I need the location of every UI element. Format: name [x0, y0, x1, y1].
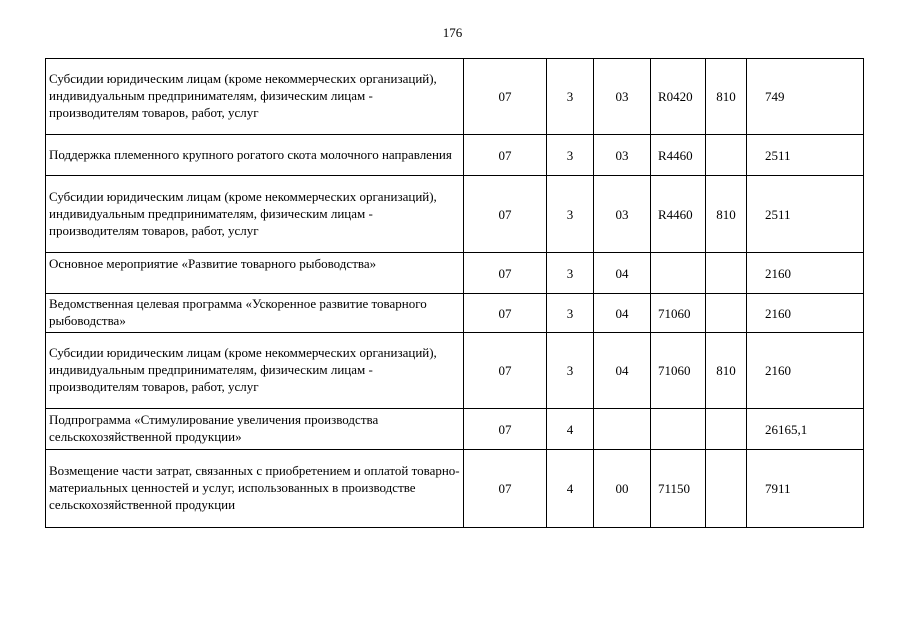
expense-type-code	[706, 253, 747, 294]
article-code: 71060	[651, 333, 706, 409]
sum-value: 2511	[747, 135, 864, 176]
program-code: 03	[594, 135, 651, 176]
program-code: 04	[594, 333, 651, 409]
section-code: 07	[464, 59, 547, 135]
row-name: Поддержка племенного крупного рогатого скота молочного направления	[46, 135, 464, 176]
row-name: Основное мероприятие «Развитие товарного рыбоводства»	[46, 253, 464, 294]
expense-type-code: 810	[706, 59, 747, 135]
page-number: 176	[442, 25, 463, 40]
expense-type-code: 810	[706, 333, 747, 409]
section-code: 07	[464, 176, 547, 253]
sum-value: 2160	[747, 294, 864, 333]
sum-value: 2160	[747, 253, 864, 294]
row-name: Субсидии юридическим лицам (кроме некоммерческих организаций), индивидуальным предпринимателям, физическим лицам - производителям товаров, работ, услуг	[46, 176, 464, 253]
table-row	[46, 135, 864, 176]
expense-type-code: 810	[706, 176, 747, 253]
sum-value: 26165,1	[747, 409, 864, 450]
expense-type-code	[706, 294, 747, 333]
article-code: R4460	[651, 176, 706, 253]
table-row	[46, 450, 864, 528]
table-row	[46, 409, 864, 450]
program-code: 04	[594, 294, 651, 333]
program-code	[594, 409, 651, 450]
sum-value: 2160	[747, 333, 864, 409]
row-name: Субсидии юридическим лицам (кроме некоммерческих организаций), индивидуальным предпринимателям, физическим лицам - производителям товаров, работ, услуг	[46, 333, 464, 409]
article-code: R0420	[651, 59, 706, 135]
row-name: Ведомственная целевая программа «Ускоренное развитие товарного рыбоводства»	[46, 294, 464, 333]
subsection-code: 3	[547, 176, 594, 253]
subsection-code: 3	[547, 294, 594, 333]
subsection-code: 3	[547, 253, 594, 294]
subsection-code: 3	[547, 333, 594, 409]
sum-value: 7911	[747, 450, 864, 528]
program-code: 00	[594, 450, 651, 528]
subsection-code: 4	[547, 450, 594, 528]
section-code: 07	[464, 253, 547, 294]
section-code: 07	[464, 450, 547, 528]
budget-table	[45, 58, 864, 528]
table-row	[46, 176, 864, 253]
section-code: 07	[464, 409, 547, 450]
table-row	[46, 253, 864, 294]
row-name: Субсидии юридическим лицам (кроме некоммерческих организаций), индивидуальным предпринимателям, физическим лицам - производителям товаров, работ, услуг	[46, 59, 464, 135]
expense-type-code	[706, 409, 747, 450]
expense-type-code	[706, 450, 747, 528]
row-name: Возмещение части затрат, связанных с приобретением и оплатой товарно-материальных ценностей и услуг, использованных в производстве сельскохозяйственной продукции	[46, 450, 464, 528]
sum-value: 2511	[747, 176, 864, 253]
article-code: 71150	[651, 450, 706, 528]
table-row	[46, 333, 864, 409]
program-code: 03	[594, 176, 651, 253]
subsection-code: 3	[547, 135, 594, 176]
table-row	[46, 294, 864, 333]
article-code: 71060	[651, 294, 706, 333]
program-code: 03	[594, 59, 651, 135]
subsection-code: 3	[547, 59, 594, 135]
table-row	[46, 59, 864, 135]
section-code: 07	[464, 135, 547, 176]
row-name: Подпрограмма «Стимулирование увеличения производства сельскохозяйственной продукции»	[46, 409, 464, 450]
article-code: R4460	[651, 135, 706, 176]
article-code	[651, 253, 706, 294]
sum-value: 749	[747, 59, 864, 135]
expense-type-code	[706, 135, 747, 176]
article-code	[651, 409, 706, 450]
section-code: 07	[464, 333, 547, 409]
subsection-code: 4	[547, 409, 594, 450]
section-code: 07	[464, 294, 547, 333]
program-code: 04	[594, 253, 651, 294]
